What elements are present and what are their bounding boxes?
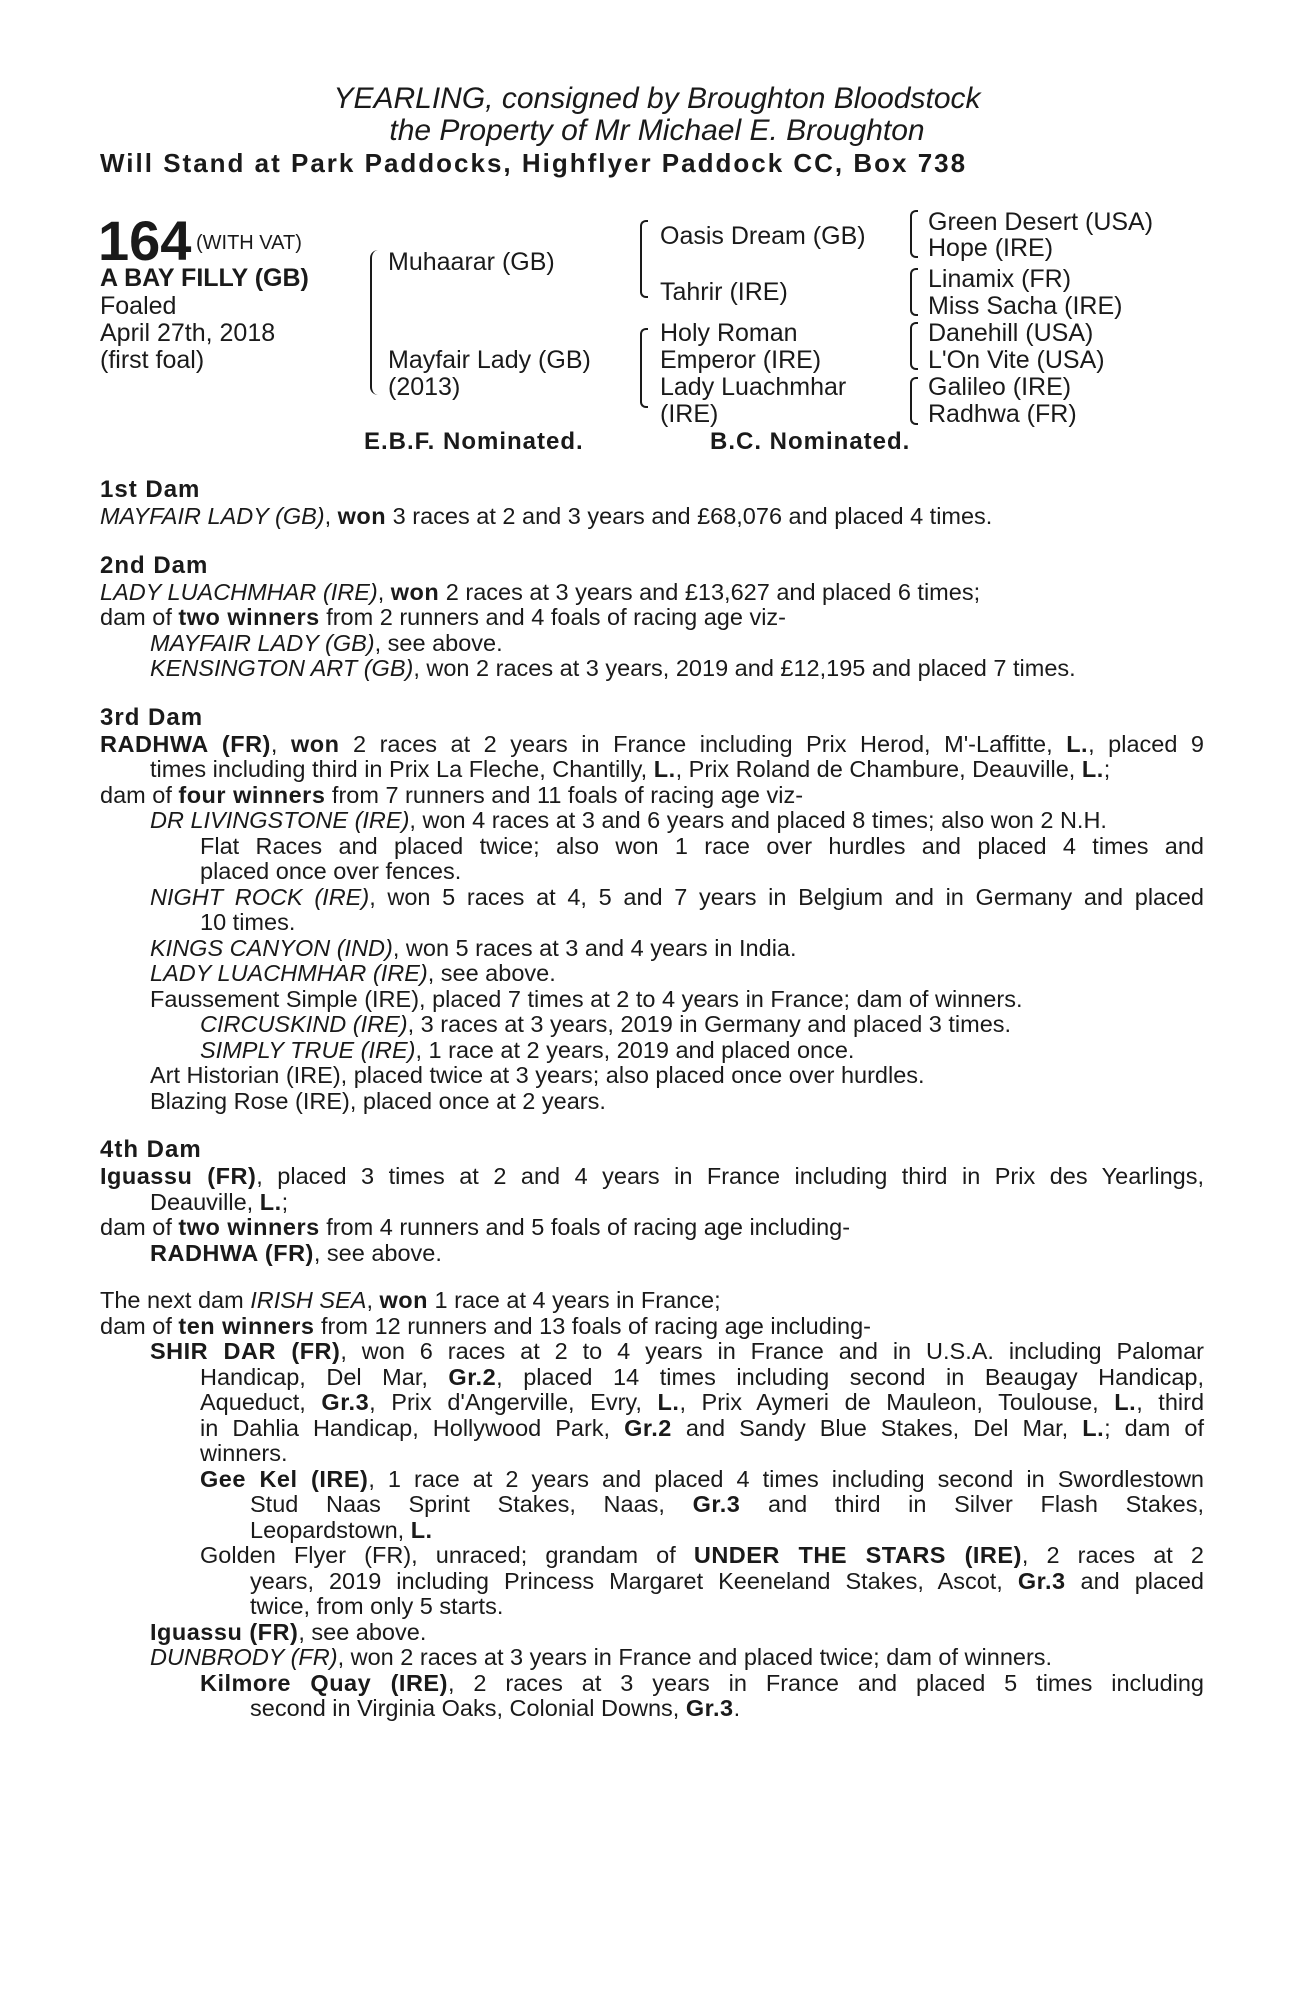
text: , won 5 races at 3 and 4 years in India. xyxy=(392,934,797,961)
text: ; xyxy=(281,1188,289,1215)
bc-nominated: B.C. Nominated. xyxy=(710,428,911,455)
text: in Dahlia Handicap, Hollywood Park, xyxy=(200,1414,625,1441)
text: won xyxy=(390,578,440,605)
dam2-name: LADY LUACHMHAR (IRE) xyxy=(100,578,378,605)
pedigree-gen3-4: Miss Sacha (IRE) xyxy=(928,292,1123,320)
first-foal-note: (first foal) xyxy=(100,346,205,374)
text: L. xyxy=(1114,1389,1137,1415)
horse-name: A BAY FILLY (GB) xyxy=(100,264,309,292)
text: Leopardstown, xyxy=(250,1516,411,1543)
pedigree-brace-g3-3 xyxy=(906,322,916,370)
text: Gr.3 xyxy=(1017,1567,1066,1594)
text: years, 2019 including Princess Margaret Keeneland Stakes, Ascot, xyxy=(250,1567,1018,1594)
dam3-line: Flat Races and placed twice; also won 1 race over hurdles and placed 4 times and xyxy=(200,832,1204,859)
text: ; xyxy=(1103,756,1111,782)
dam3-line xyxy=(100,1038,1204,1064)
next-dam-line xyxy=(100,1569,1204,1595)
next-dam-line xyxy=(100,1492,1204,1518)
text: won xyxy=(379,1287,429,1313)
dam3-line xyxy=(100,757,1204,783)
dam3-line xyxy=(100,936,1204,962)
text: The next dam xyxy=(100,1287,251,1313)
text: two winners xyxy=(178,1214,320,1240)
header-consignor: YEARLING, consigned by Broughton Bloodstock xyxy=(333,82,981,115)
text: 2 races at 3 years and £13,627 and placed 6 times; xyxy=(439,578,981,605)
dam3-line: placed once over fences. xyxy=(200,858,462,884)
pedigree-brace-g3-1 xyxy=(906,210,916,258)
pedigree-gen3-7: Galileo (IRE) xyxy=(928,373,1072,401)
text: LADY LUACHMHAR (IRE) xyxy=(150,960,428,986)
text: UNDER THE STARS (IRE) xyxy=(693,1542,1022,1568)
text: L. xyxy=(657,1389,680,1415)
text: Stud Naas Sprint Stakes, Naas, xyxy=(250,1491,693,1517)
pedigree-brace-gen1 xyxy=(370,250,380,395)
text: , 1 race at 2 years, 2019 and placed once. xyxy=(415,1036,855,1063)
pedigree-brace-g3-4 xyxy=(906,377,916,425)
pedigree-dam: Mayfair Lady (GB) xyxy=(388,346,591,374)
dam3-line: 10 times. xyxy=(200,909,296,935)
pedigree-gen3-2: Hope (IRE) xyxy=(928,234,1054,262)
next-dam-line xyxy=(100,1518,1204,1544)
pedigree-sire-dam: Tahrir (IRE) xyxy=(660,278,788,306)
next-dam-line: winners. xyxy=(200,1440,288,1466)
text: , won 2 races at 3 years in France and placed twice; dam of winners. xyxy=(337,1644,1053,1670)
text: L. xyxy=(1082,1414,1105,1441)
text: from 7 runners and 11 foals of racing age viz- xyxy=(325,781,804,808)
text: , 2 races at 3 years in France and placed 5 times including xyxy=(447,1669,1204,1696)
pedigree-dam-year: (2013) xyxy=(388,373,461,401)
dam3-line xyxy=(100,732,1204,758)
foaled-date: April 27th, 2018 xyxy=(100,319,276,347)
text: , won 2 races at 3 years, 2019 and £12,195 and placed 7 times. xyxy=(413,655,1076,681)
text: , 1 race at 2 years and placed 4 times including second in Swordlestown xyxy=(368,1465,1204,1492)
next-dam-line xyxy=(100,1467,1204,1493)
text: times including third in Prix La Fleche, Chantilly, xyxy=(150,756,654,782)
dam3-line: Blazing Rose (IRE), placed once at 2 years. xyxy=(150,1087,606,1114)
header-property: the Property of Mr Michael E. Broughton xyxy=(389,114,925,147)
text: 2 races at 2 years in France including Prix Herod, M'-Laffitte, xyxy=(339,730,1067,757)
header-location: Will Stand at Park Paddocks, Highflyer Paddock CC, Box 738 xyxy=(100,148,968,178)
ebf-nominated: E.B.F. Nominated. xyxy=(364,428,584,455)
text: , Prix Roland de Chambure, Deauville, xyxy=(675,756,1082,782)
dam2-title: 2nd Dam xyxy=(100,551,209,579)
pedigree-gen3-5: Danehill (USA) xyxy=(928,319,1094,347)
lot-number: 164 xyxy=(98,209,192,272)
text: KINGS CANYON (IND) xyxy=(150,934,393,961)
text: won xyxy=(290,730,340,757)
text: Kilmore Quay (IRE) xyxy=(200,1669,448,1696)
text: L. xyxy=(1081,756,1104,782)
text: , 2 races at 2 xyxy=(1021,1542,1204,1568)
text: Gr.2 xyxy=(448,1363,497,1390)
dam3-line: Art Historian (IRE), placed twice at 3 years; also placed once over hurdles. xyxy=(150,1062,925,1088)
foaled-label: Foaled xyxy=(100,292,177,320)
text: Golden Flyer (FR), unraced; grandam of xyxy=(200,1542,694,1568)
dam2-line xyxy=(100,605,1204,631)
text: two winners xyxy=(178,604,320,630)
pedigree-gen3-8: Radhwa (FR) xyxy=(928,400,1077,428)
dam3-line xyxy=(100,808,1204,834)
dam2-line xyxy=(100,656,1204,682)
pedigree-sire: Muhaarar (GB) xyxy=(388,248,555,276)
next-dam-line xyxy=(100,1645,1204,1671)
dam4-title: 4th Dam xyxy=(100,1136,202,1163)
next-dam-line xyxy=(100,1696,1204,1722)
text: four winners xyxy=(178,781,326,808)
dam3-line xyxy=(100,961,1204,987)
text: Deauville, xyxy=(150,1188,260,1215)
pedigree-sire-sire: Oasis Dream (GB) xyxy=(660,222,866,250)
next-dam-line xyxy=(100,1339,1204,1365)
text: 3 races at 2 and 3 years and £68,076 and placed 4 times. xyxy=(386,503,993,529)
text: , see above. xyxy=(313,1239,442,1266)
pedigree-dam-dam-1: Lady Luachmhar xyxy=(660,373,847,401)
pedigree-gen3-3: Linamix (FR) xyxy=(928,265,1072,293)
next-dam-line xyxy=(100,1365,1204,1391)
dam4-line xyxy=(100,1164,1204,1190)
text: second in Virginia Oaks, Colonial Downs, xyxy=(250,1695,686,1721)
next-dam-line: twice, from only 5 starts. xyxy=(250,1593,504,1619)
dam2-line xyxy=(100,631,1204,657)
text: dam of xyxy=(100,604,179,630)
text: , Prix Aymeri de Mauleon, Toulouse, xyxy=(679,1389,1115,1415)
dam4-name: Iguassu (FR) xyxy=(100,1163,257,1189)
dam3-line xyxy=(100,1012,1204,1038)
text: Gr.3 xyxy=(321,1389,370,1415)
dam2-line xyxy=(100,580,1204,606)
text: dam of xyxy=(100,1214,179,1240)
text: L. xyxy=(1066,730,1089,757)
text: , xyxy=(270,730,291,757)
text: from 4 runners and 5 foals of racing age including- xyxy=(319,1214,851,1240)
next-dam-name: IRISH SEA xyxy=(250,1287,367,1313)
text: , xyxy=(366,1287,380,1313)
text: , placed 3 times at 2 and 4 years in France including third in Prix des Yearlings, xyxy=(256,1163,1205,1189)
pedigree-brace-dam xyxy=(636,328,646,408)
next-dam-line xyxy=(100,1314,1204,1340)
dam1-title: 1st Dam xyxy=(100,476,201,503)
pedigree-brace-g3-2 xyxy=(906,268,916,316)
dam4-line xyxy=(100,1215,1204,1241)
text: , see above. xyxy=(374,629,503,656)
text: and placed xyxy=(1065,1567,1204,1594)
text: Handicap, Del Mar, xyxy=(200,1363,449,1390)
text: RADHWA (FR) xyxy=(150,1239,314,1266)
next-dam-line xyxy=(100,1390,1204,1416)
text: DUNBRODY (FR) xyxy=(150,1644,338,1670)
next-dam-line xyxy=(100,1416,1204,1442)
text: won xyxy=(337,503,387,529)
text: from 2 runners and 4 foals of racing age viz- xyxy=(319,604,786,630)
text: from 12 runners and 13 foals of racing age including- xyxy=(314,1312,871,1339)
text: Aqueduct, xyxy=(200,1389,322,1415)
text: , Prix d'Angerville, Evry, xyxy=(369,1389,658,1415)
produce-record xyxy=(100,476,1204,1722)
text: Gee Kel (IRE) xyxy=(200,1465,369,1492)
text: , placed 14 times including second in Beaugay Handicap, xyxy=(496,1363,1204,1390)
text: ten winners xyxy=(178,1312,315,1339)
text: 1 race at 4 years in France; xyxy=(428,1287,721,1313)
pedigree-gen3-6: L'On Vite (USA) xyxy=(928,346,1105,374)
text: Gr.3 xyxy=(692,1491,741,1517)
dam3-line: Faussement Simple (IRE), placed 7 times at 2 to 4 years in France; dam of winners. xyxy=(150,985,1023,1012)
dam3-name: RADHWA (FR) xyxy=(100,730,271,757)
vat-note: (WITH VAT) xyxy=(196,232,302,254)
dam3-line xyxy=(100,783,1204,809)
text: Iguassu (FR) xyxy=(150,1618,299,1645)
text: SIMPLY TRUE (IRE) xyxy=(200,1036,416,1063)
text: ; dam of xyxy=(1104,1414,1204,1441)
dam1-name: MAYFAIR LADY (GB) xyxy=(100,503,325,529)
text: , xyxy=(324,503,338,529)
next-dam-line xyxy=(100,1671,1204,1697)
text: , placed 9 xyxy=(1088,730,1204,757)
text: , see above. xyxy=(298,1618,427,1645)
pedigree-dam-dam-2: (IRE) xyxy=(660,400,719,428)
text: MAYFAIR LADY (GB) xyxy=(150,629,375,656)
text: SHIR DAR (FR) xyxy=(150,1338,341,1364)
dam4-line xyxy=(100,1190,1204,1216)
dam1-line xyxy=(100,504,1204,530)
text: Gr.2 xyxy=(624,1414,672,1441)
text: and Sandy Blue Stakes, Del Mar, xyxy=(671,1414,1083,1441)
text: , 3 races at 3 years, 2019 in Germany and placed 3 times. xyxy=(407,1011,1012,1037)
text: , see above. xyxy=(427,960,556,986)
text: . xyxy=(733,1695,741,1721)
text: NIGHT ROCK (IRE) xyxy=(150,883,370,910)
text: , xyxy=(377,578,391,605)
next-dam-line xyxy=(100,1543,1204,1569)
next-dam-line xyxy=(100,1288,1204,1314)
pedigree-dam-sire-1: Holy Roman xyxy=(660,319,798,347)
dam3-line xyxy=(100,885,1204,911)
next-dam-line xyxy=(100,1620,1204,1646)
text: CIRCUSKIND (IRE) xyxy=(200,1011,408,1037)
spacer xyxy=(100,1266,1204,1288)
text: KENSINGTON ART (GB) xyxy=(150,655,414,681)
dam4-line xyxy=(100,1241,1204,1267)
text: L. xyxy=(653,756,676,782)
text: L. xyxy=(410,1516,433,1543)
text: , third xyxy=(1136,1389,1205,1415)
pedigree-dam-sire-2: Emperor (IRE) xyxy=(660,346,822,374)
text: , won 4 races at 3 and 6 years and placed 8 times; also won 2 N.H. xyxy=(409,807,1107,833)
pedigree-brace-sire xyxy=(636,220,646,298)
dam3-title: 3rd Dam xyxy=(100,703,204,731)
text: and third in Silver Flash Stakes, xyxy=(740,1491,1204,1517)
pedigree-gen3-1: Green Desert (USA) xyxy=(928,208,1154,236)
text: DR LIVINGSTONE (IRE) xyxy=(150,807,410,833)
text: Gr.3 xyxy=(685,1695,734,1721)
text: , won 6 races at 2 to 4 years in France and in U.S.A. including Palomar xyxy=(340,1338,1205,1364)
text: dam of xyxy=(100,1312,179,1339)
text: L. xyxy=(259,1188,282,1215)
text: dam of xyxy=(100,781,179,808)
text: , won 5 races at 4, 5 and 7 years in Belgium and in Germany and placed xyxy=(369,883,1204,910)
